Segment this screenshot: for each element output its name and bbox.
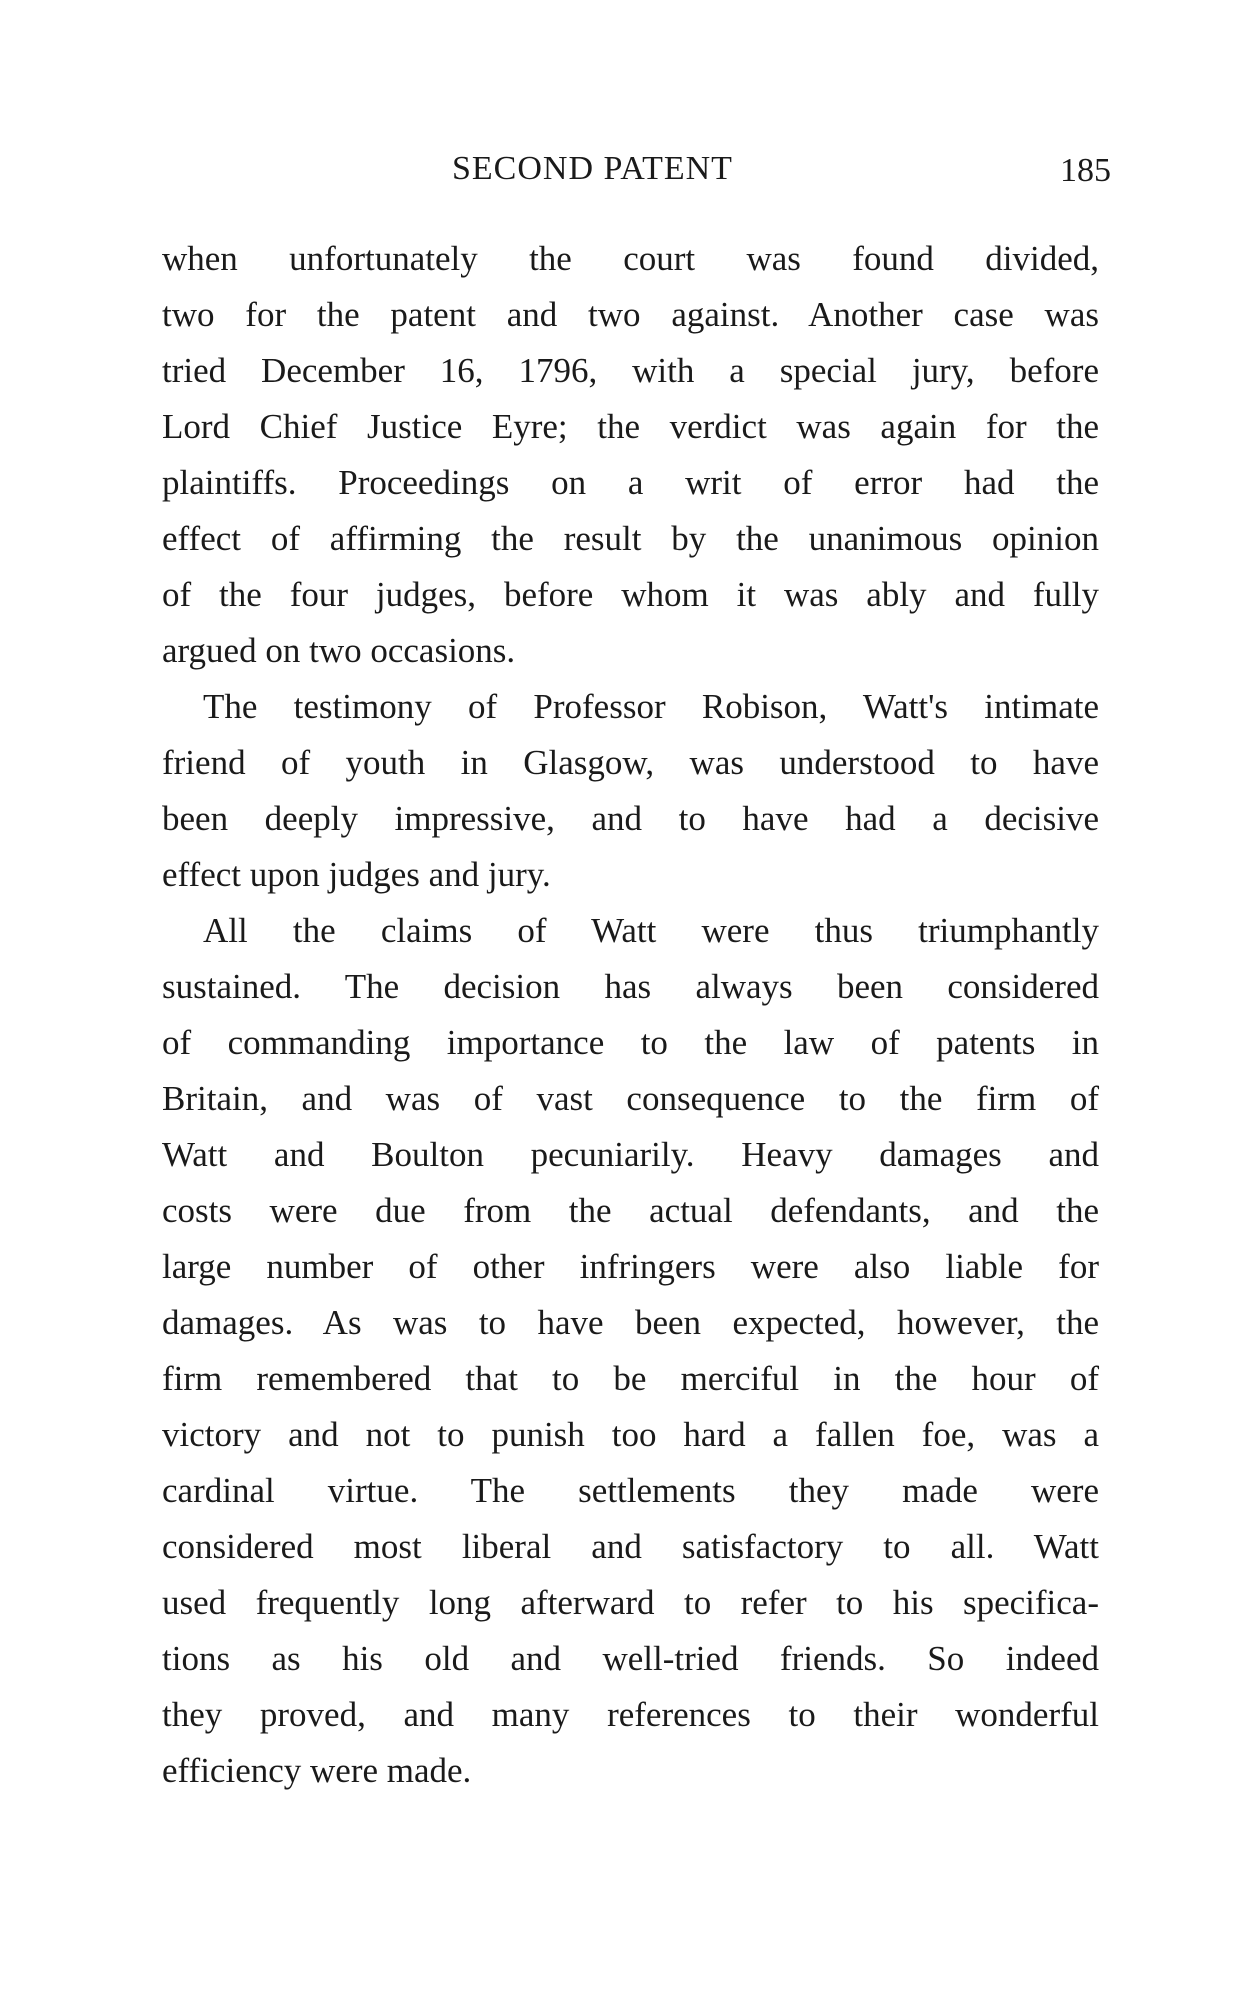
text-line: victory and not to punish too hard a fallen foe, was a [162, 1415, 1099, 1454]
text-line: All the claims of Watt were thus triumphantly [203, 911, 1099, 950]
text-line: efficiency were made. [162, 1751, 472, 1790]
text-line: plaintiffs. Proceedings on a writ of error had the [162, 463, 1099, 502]
paragraph [162, 231, 1099, 679]
text-line: The testimony of Professor Robison, Watt's intimate [203, 687, 1099, 726]
text-line: large number of other infringers were also liable for [162, 1247, 1099, 1286]
text-line: Britain, and was of vast consequence to the firm of [162, 1079, 1099, 1118]
page-number: 185 [1060, 152, 1111, 189]
text-line: friend of youth in Glasgow, was understood to have [162, 743, 1099, 782]
text-line: used frequently long afterward to refer to his specifica- [162, 1583, 1099, 1622]
page-body [162, 231, 1099, 1799]
text-line: tried December 16, 1796, with a special jury, before [162, 351, 1099, 390]
text-line: of commanding importance to the law of patents in [162, 1023, 1099, 1062]
text-line: two for the patent and two against. Another case was [162, 295, 1099, 334]
text-line: when unfortunately the court was found divided, [162, 239, 1099, 278]
text-line: been deeply impressive, and to have had a decisive [162, 799, 1099, 838]
text-line: sustained. The decision has always been considered [162, 967, 1099, 1006]
text-line: effect of affirming the result by the unanimous opinion [162, 519, 1099, 558]
text-line: firm remembered that to be merciful in the hour of [162, 1359, 1099, 1398]
text-line: Lord Chief Justice Eyre; the verdict was again for the [162, 407, 1099, 446]
running-head: SECOND PATENT [452, 150, 733, 187]
paragraph [162, 903, 1099, 1799]
text-line: damages. As was to have been expected, however, the [162, 1303, 1099, 1342]
text-line: costs were due from the actual defendants, and the [162, 1191, 1099, 1230]
page-header [0, 150, 1241, 200]
text-line: tions as his old and well-tried friends. So indeed [162, 1639, 1099, 1678]
text-line: argued on two occasions. [162, 631, 516, 670]
text-line: they proved, and many references to their wonderful [162, 1695, 1099, 1734]
text-line: cardinal virtue. The settlements they made were [162, 1471, 1099, 1510]
text-line: considered most liberal and satisfactory to all. Watt [162, 1527, 1099, 1566]
text-line: effect upon judges and jury. [162, 855, 551, 894]
text-line: of the four judges, before whom it was ably and fully [162, 575, 1099, 614]
text-line: Watt and Boulton pecuniarily. Heavy damages and [162, 1135, 1099, 1174]
paragraph [162, 679, 1099, 903]
